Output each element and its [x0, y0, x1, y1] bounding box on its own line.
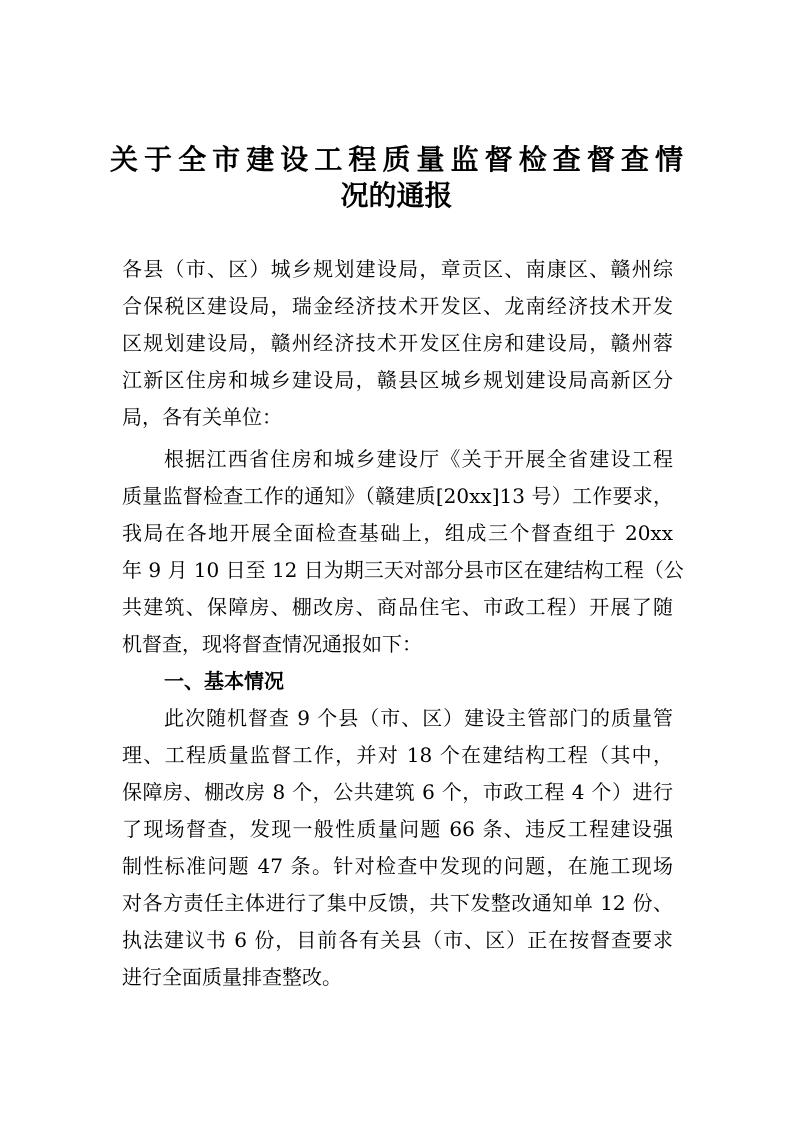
- text-line: 进行全面质量排查整改。: [122, 965, 342, 989]
- text-line: 合保税区建设局，瑞金经济技术开发区、龙南经济技术开发: [122, 294, 673, 318]
- text-line: 制性标准问题 47 条。针对检查中发现的问题，在施工现场: [122, 854, 673, 878]
- section-heading: 一、基本情况: [164, 669, 284, 693]
- text-line: 理、工程质量监督工作，并对 18 个在建结构工程（其中，: [122, 743, 673, 767]
- text-line: 保障房、棚改房 8 个，公共建筑 6 个，市政工程 4 个）进行: [122, 780, 673, 804]
- text-line: 局，各有关单位：: [122, 405, 282, 429]
- text-line: 机督查，现将督查情况通报如下：: [122, 632, 422, 656]
- text-line: 了现场督查，发现一般性质量问题 66 条、违反工程建设强: [122, 817, 673, 841]
- text-line: 我局在各地开展全面检查基础上，组成三个督查组于 20xx: [122, 521, 673, 545]
- document-body: [122, 251, 684, 996]
- document-title-line-1: 关于全市建设工程质量监督检查督查情: [110, 143, 683, 176]
- text-line: 根据江西省住房和城乡建设厅《关于开展全省建设工程: [164, 447, 673, 471]
- section-paragraph: [122, 700, 673, 996]
- text-line: 质量监督检查工作的通知》（赣建质[20xx]13 号）工作要求，: [122, 484, 673, 508]
- text-line: 江新区住房和城乡建设局，赣县区城乡规划建设局高新区分: [122, 368, 673, 392]
- intro-paragraph: [122, 441, 684, 663]
- addressee-paragraph: [122, 251, 673, 436]
- text-line: 执法建议书 6 份，目前各有关县（市、区）正在按督查要求: [122, 928, 673, 952]
- text-line: 对各方责任主体进行了集中反馈，共下发整改通知单 12 份、: [122, 891, 673, 915]
- text-line: 区规划建设局，赣州经济技术开发区住房和建设局，赣州蓉: [122, 331, 673, 355]
- text-line: 年 9 月 10 日至 12 日为期三天对部分县市区在建结构工程（公: [122, 558, 684, 582]
- text-line: 各县（市、区）城乡规划建设局，章贡区、南康区、赣州综: [122, 257, 673, 281]
- text-line: 共建筑、保障房、棚改房、商品住宅、市政工程）开展了随: [122, 595, 673, 619]
- document-title-line-2: 况的通报: [340, 179, 453, 212]
- text-line: 此次随机督查 9 个县（市、区）建设主管部门的质量管: [164, 706, 673, 730]
